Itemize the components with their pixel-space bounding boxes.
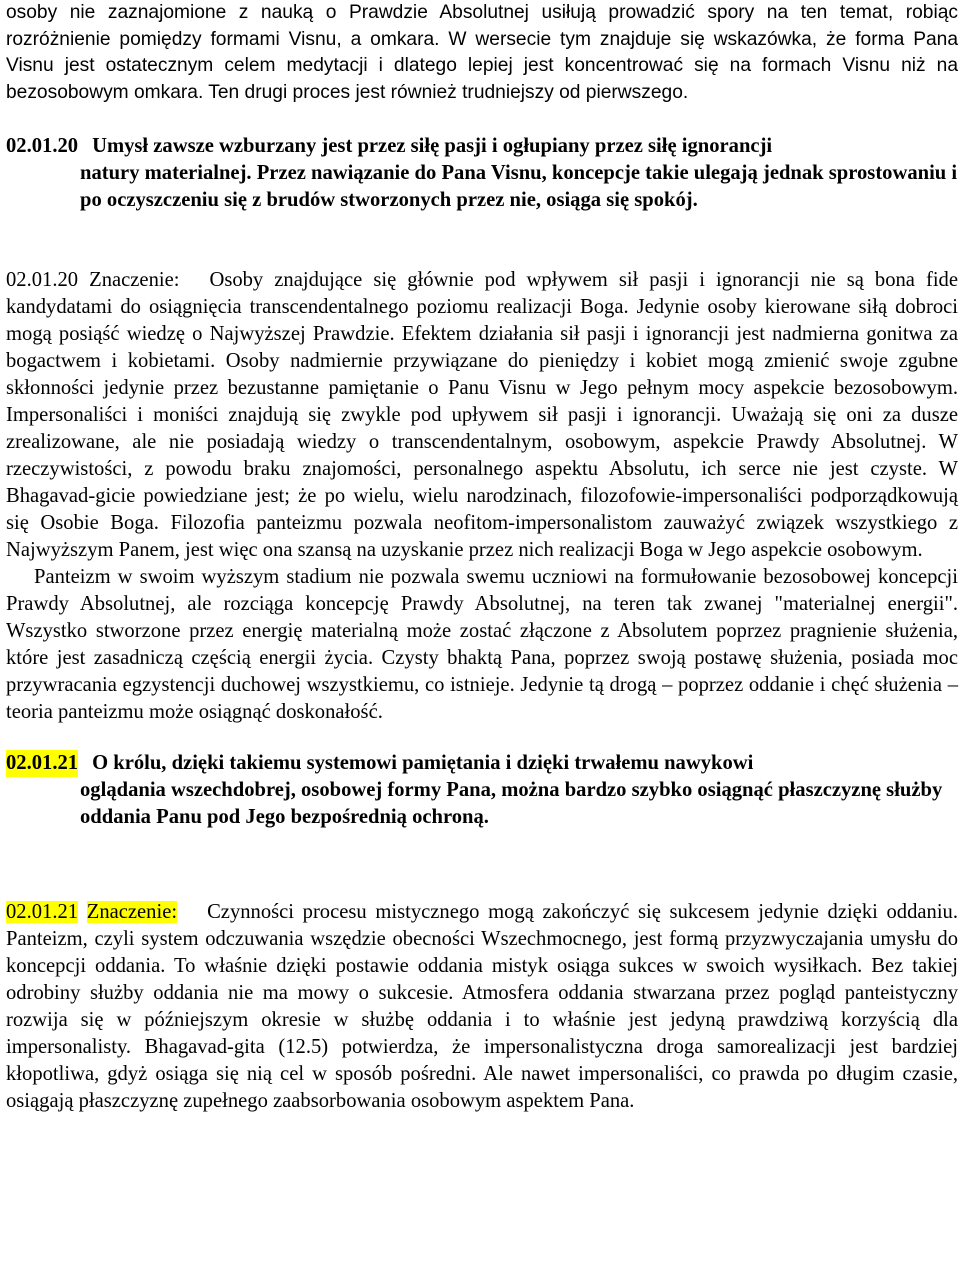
spacer: [6, 106, 958, 133]
verse-heading: [6, 750, 958, 777]
verse-title: O królu, dzięki takiemu systemowi pamiętania i dzięki trwałemu nawykowi: [92, 752, 754, 774]
document-page: [6, 0, 958, 1115]
meaning-paragraph-2: Panteizm w swoim wyższym stadium nie pozwala swemu uczniowi na formułowanie bezosobowej koncepcji Prawdy Absolutnej, ale rozciąga koncepcję Prawdy Absolutnej, na teren tak zwanej "materialnej energii". Wszystko stworzone przez energię materialną może zostać złączone z Absolutem poprzez pragnienie służenia, które jest zasadniczą częścią energii życia. Czysty bhaktą Pana, poprzez swoją postawę służenia, posiada moc przywracania egzystencji duchowej wszystkiemu, co istnieje. Jedynie tą drogą – poprzez oddanie i chęć służenia – teoria panteizmu może osiągnąć doskonałość.: [6, 566, 958, 723]
meaning-02-01-21: [6, 899, 958, 1115]
meaning-label: Znaczenie:: [89, 269, 180, 291]
meaning-number: 02.01.20: [6, 269, 79, 291]
spacer: [6, 831, 958, 899]
verse-number: 02.01.20: [6, 135, 79, 157]
intro-paragraph: osoby nie zaznajomione z nauką o Prawdzie Absolutnej usiłują prowadzić spory na ten temat, robiąc rozróżnienie pomiędzy formami Visnu, a omkara. W wersecie tym znajduje się wskazówka, że forma Pana Visnu jest ostatecznym celem medytacji i dlatego lepiej jest koncentrować się na formach Visnu niż na bezosobowym omkara. Ten drugi proces jest również trudniejszy od pierwszego.: [6, 2, 958, 103]
verse-02-01-20: [6, 133, 958, 214]
meaning-number-highlighted: 02.01.21: [6, 901, 79, 923]
meaning-text: Czynności procesu mistycznego mogą zakończyć się sukcesem jedynie dzięki oddaniu. Panteizm, czyli system odczuwania wszędzie obecności Wszechmocnego, jest formą przyzwyczajania umysłu do koncepcji oddania. To właśnie dzięki postawie oddania mistyk osiąga sukces w swoich wysiłkach. Bez takiej odrobiny służby oddania nie ma mowy o sukcesie. Atmosfera oddania stwarzana przez pogląd panteistyczny rozwija się w późniejszym okresie w służbę oddania i to właśnie jest jedyną prawdziwą korzyścią dla impersonalisty. Bhagavad-gita (12.5) potwierdza, że impersonalistyczna droga samorealizacji jest bardziej kłopotliwa, gdyż osiąga się nią cel w sposób pośredni. Ale nawet impersonaliści, co prawda po długim czasie, osiągają płaszczyznę zupełnego zaabsorbowania osobowym aspektem Pana.: [6, 901, 958, 1112]
meaning-paragraph-1: [6, 267, 958, 564]
verse-text: natury materialnej. Przez nawiązanie do Pana Visnu, koncepcje takie ulegają jednak sprostowaniu i po oczyszczeniu się z brudów stworzonych przez nie, osiąga się spokój.: [80, 162, 958, 211]
verse-heading: [6, 133, 958, 160]
verse-02-01-21: [6, 750, 958, 831]
meaning-label-highlighted: Znaczenie:: [86, 901, 178, 923]
meaning-02-01-20: [6, 267, 958, 726]
verse-title: Umysł zawsze wzburzany jest przez siłę pasji i ogłupiany przez siłę ignorancji: [92, 135, 773, 157]
verse-text: oglądania wszechdobrej, osobowej formy Pana, można bardzo szybko osiągnąć płaszczyznę służby oddania Panu pod Jego bezpośrednią ochroną.: [80, 779, 943, 828]
spacer: [6, 726, 958, 750]
verse-number-highlighted: 02.01.21: [6, 750, 78, 777]
spacer: [6, 214, 958, 267]
meaning-text: Osoby znajdujące się głównie pod wpływem sił pasji i ignorancji nie są bona fide kandydatami do osiągnięcia transcendentalnego poziomu realizacji Boga. Jedynie osoby kierowane siłą dobroci mogą posiąść wiedzę o Najwyższej Prawdzie. Efektem działania sił pasji i ignorancji jest nadmierna gonitwa za bogactwem i kobietami. Osoby nadmiernie przywiązane do pieniędzy i kobiet mogą zmienić swoje zgubne skłonności jedynie przez bezustanne pamiętanie o Panu Visnu w Jego pełnym mocy aspekcie bezosobowym. Impersonaliści i moniści znajdują się zwykle pod upływem sił pasji i ignorancji. Uważają się oni za dusze zrealizowane, ale nie posiadają wiedzy o transcendentalnym, osobowym, aspekcie Prawdy Absolutnej. W rzeczywistości, z powodu braku znajomości, personalnego aspektu Absolutu, ich serce nie jest czyste. W Bhagavad-gicie powiedziane jest; że po wielu, wielu narodzinach, filozofowie-impersonaliści podporządkowują się Osobie Boga. Filozofia panteizmu pozwala neofitom-impersonalistom zauważyć związek wszystkiego z Najwyższym Panem, jest więc ona szansą na uzyskanie przez nich realizacji Boga w Jego aspekcie osobowym.: [6, 269, 958, 561]
meaning-paragraph-1: [6, 899, 958, 1115]
